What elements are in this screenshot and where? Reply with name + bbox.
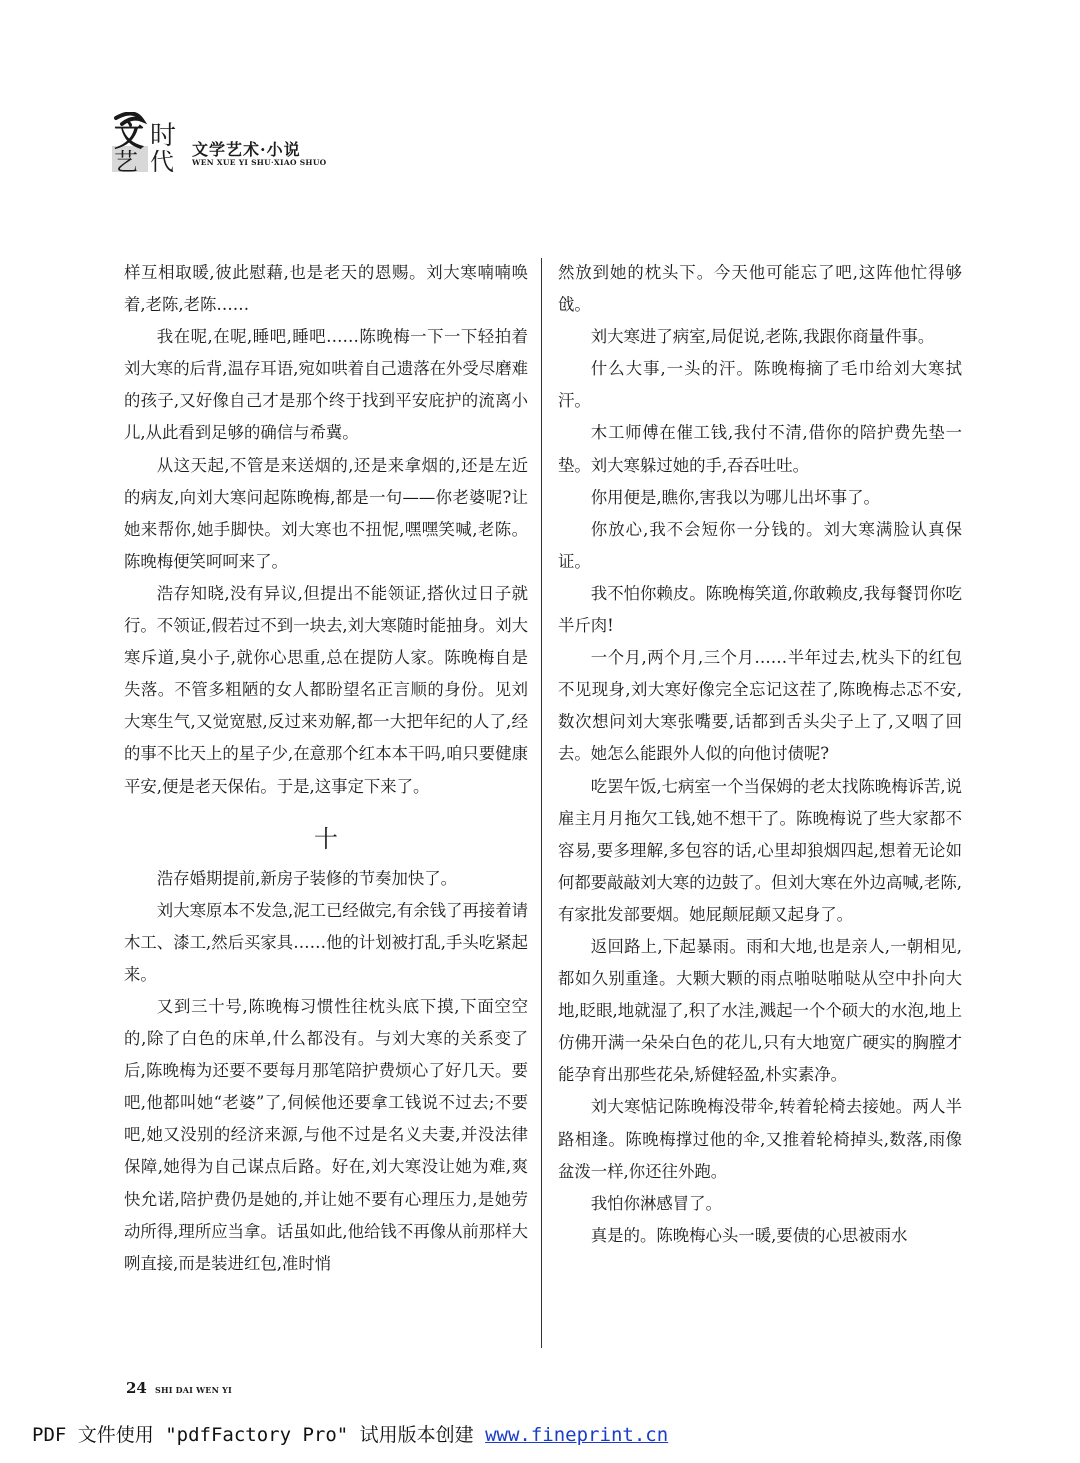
paragraph: 刘大寒原本不发急,泥工已经做完,有余钱了再接着请木工、漆工,然后买家具……他的计划被打乱,手头吃紧起来。 <box>124 900 528 984</box>
paragraph: 吃罢午饭,七病室一个当保姆的老太找陈晚梅诉苦,说雇主月月拖欠工钱,她不想干了。陈晚梅说了些大家都不容易,要多理解,多包容的话,心里却狼烟四起,想着无论如何都要敲敲刘大寒的边鼓了。但刘大寒在外边高喊,老陈,有家批发部要烟。她屁颠屁颠又起身了。 <box>558 776 962 924</box>
watermark-link[interactable]: www.fineprint.cn <box>485 1424 669 1446</box>
magazine-logo <box>112 112 352 172</box>
logo-char-yi: 艺 <box>114 148 138 172</box>
page-number: 24 <box>126 1379 147 1397</box>
paragraph: 木工师傅在催工钱,我付不清,借你的陪护费先垫一垫。刘大寒躲过她的手,吞吞吐吐。 <box>558 423 962 475</box>
paragraph: 你用便是,瞧你,害我以为哪儿出坏事了。 <box>590 487 880 507</box>
paragraph: 从这天起,不管是来送烟的,还是来拿烟的,还是左近的病友,向刘大寒问起陈晚梅,都是一句——你老婆呢?让她来帮你,她手脚快。刘大寒也不扭怩,嘿嘿笑喊,老陈。陈晚梅便笑呵呵来了。 <box>124 455 528 571</box>
paragraph: 返回路上,下起暴雨。雨和大地,也是亲人,一朝相见,都如久别重逢。大颗大颗的雨点啪哒啪哒从空中扑向大地,眨眼,地就湿了,积了水洼,溅起一个个硕大的水泡,地上仿佛开满一朵朵白色的花儿,只有大地宽广硬实的胸膛才能孕育出那些花朵,矫健轻盈,朴实素净。 <box>558 936 962 1085</box>
paragraph: 样互相取暖,彼此慰藉,也是老天的恩赐。刘大寒喃喃唤着,老陈,老陈…… <box>124 263 528 315</box>
watermark-text: PDF 文件使用 "pdfFactory Pro" 试用版本创建 <box>32 1424 486 1446</box>
paragraph: 我在呢,在呢,睡吧,睡吧……陈晚梅一下一下轻拍着刘大寒的后背,温存耳语,宛如哄着自己遗落在外受尽磨难的孩子,又好像自己才是那个终于找到平安庇护的流离小儿,从此看到足够的确信与希冀。 <box>124 327 528 443</box>
logo-char-dai: 代 <box>150 148 174 172</box>
paragraph: 然放到她的枕头下。今天他可能忘了吧,这阵他忙得够戗。 <box>558 263 962 315</box>
paragraph: 我不怕你赖皮。陈晚梅笑道,你敢赖皮,我每餐罚你吃半斤肉! <box>558 583 962 636</box>
paragraph: 我怕你淋感冒了。 <box>590 1193 722 1213</box>
paragraph: 浩存婚期提前,新房子装修的节奏加快了。 <box>156 868 458 888</box>
paragraph: 刘大寒惦记陈晚梅没带伞,转着轮椅去接她。两人半路相逢。陈晚梅撑过他的伞,又推着轮椅掉头,数落,雨像盆泼一样,你还往外跑。 <box>558 1097 962 1181</box>
chapter-heading: 十 <box>314 824 338 853</box>
section-pinyin: WEN XUE YI SHU·XIAO SHUO <box>192 158 327 167</box>
logo-char-shi: 时 <box>150 121 177 151</box>
paragraph: 又到三十号,陈晚梅习惯性往枕头底下摸,下面空空的,除了白色的床单,什么都没有。与刘大寒的关系变了后,陈晚梅为还要不要每月那笔陪护费烦心了好几天。要吧,他都叫她“老婆”了,伺候他还要拿工钱说不过去;不要吧,她又没别的经济来源,与他不过是名义夫妻,并没法律保障,她得为自己谋点后路。好在,刘大寒没让她为难,爽快允诺,陪护费仍是她的,并让她不要有心理压力,是她劳动所得,理所应当拿。话虽如此,他给钱不再像从前那样大咧直接,而是装进红包,准时悄 <box>124 996 528 1273</box>
paragraph: 浩存知晓,没有异议,但提出不能领证,搭伙过日子就行。不领证,假若过不到一块去,刘大寒随时能抽身。刘大寒斥道,臭小子,就你心思重,总在提防人家。陈晚梅自是失落。不管多粗陋的女人都盼望名正言顺的身份。见刘大寒生气,又觉宽慰,反过来劝解,都一大把年纪的人了,经的事不比天上的星子少,在意那个红本本干吗,咱只要健康平安,便是老天保佑。于是,这事定下来了。 <box>124 583 528 796</box>
paragraph: 你放心,我不会短你一分钱的。刘大寒满脸认真保证。 <box>558 519 962 571</box>
left-text-column <box>124 257 528 1280</box>
logo-mark <box>112 112 192 172</box>
right-text-column <box>558 257 962 1252</box>
page-footer <box>126 1378 232 1397</box>
paragraph: 什么大事,一头的汗。陈晚梅摘了毛巾给刘大寒拭汗。 <box>558 359 962 411</box>
paragraph: 刘大寒进了病室,局促说,老陈,我跟你商量件事。 <box>590 327 935 347</box>
magazine-name: SHI DAI WEN YI <box>154 1385 232 1395</box>
paragraph: 一个月,两个月,三个月……半年过去,枕头下的红包不见现身,刘大寒好像完全忘记这茬了,陈晚梅忐忑不安,数次想问刘大寒张嘴要,话都到舌头尖子上了,又咽了回去。她怎么能跟外人似的向他讨债呢? <box>558 648 962 764</box>
pdf-watermark <box>32 1420 668 1447</box>
section-title: 文学艺术·小说 <box>192 140 301 159</box>
paragraph: 真是的。陈晚梅心头一暖,要债的心思被雨水 <box>590 1225 908 1245</box>
logo-char-wen: 文 <box>114 119 144 154</box>
column-divider <box>541 258 542 1348</box>
